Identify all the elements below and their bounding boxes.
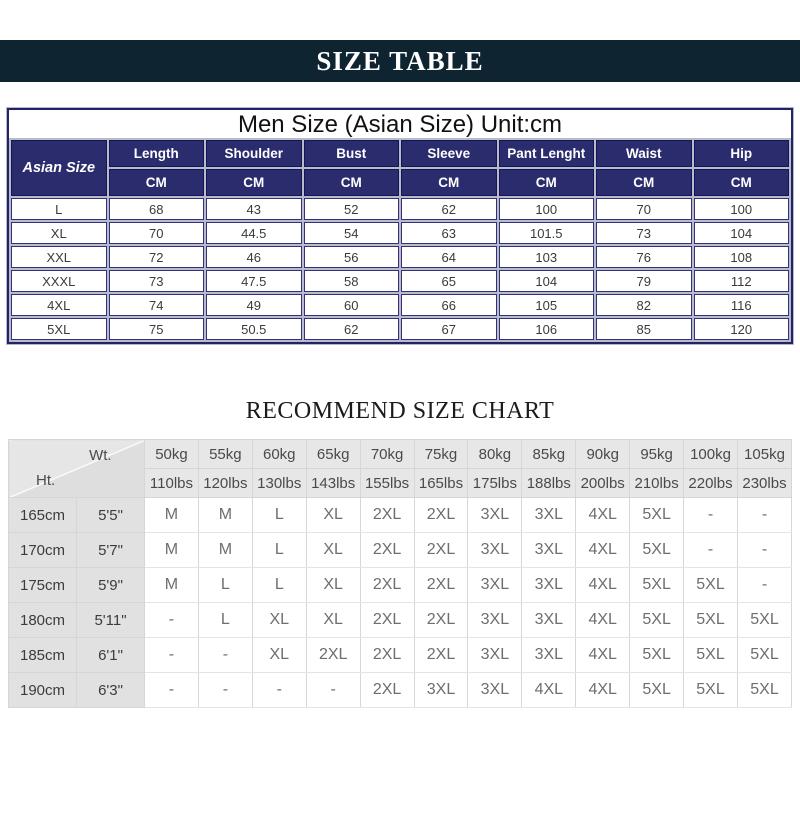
measurement-cell: 106 [499, 318, 595, 340]
size-label: XXL [11, 246, 107, 268]
height-cm-cell: 170cm [9, 533, 77, 568]
size-label: L [11, 198, 107, 220]
recommended-size-cell: L [198, 603, 252, 638]
unit-header-cm: CM [694, 169, 790, 196]
size-table-banner [0, 40, 800, 82]
recommended-size-cell: - [737, 568, 791, 603]
recommended-size-cell: 5XL [630, 533, 684, 568]
measurement-cell: 103 [499, 246, 595, 268]
recommended-size-cell: 4XL [576, 568, 630, 603]
measurement-cell: 66 [401, 294, 497, 316]
size-row-l [11, 198, 789, 220]
recommended-size-cell: 5XL [630, 498, 684, 533]
recommended-size-cell: 2XL [360, 673, 414, 708]
weight-header-kg: 90kg [576, 440, 630, 469]
recommended-size-cell: 5XL [630, 638, 684, 673]
recommended-size-cell: M [198, 533, 252, 568]
weight-header-lbs: 130lbs [252, 469, 306, 498]
weight-header-kg: 100kg [684, 440, 738, 469]
unit-header-cm: CM [596, 169, 692, 196]
recommended-size-cell: 3XL [468, 533, 522, 568]
recommended-size-cell: 3XL [468, 638, 522, 673]
measurement-cell: 50.5 [206, 318, 302, 340]
recommended-size-cell: 2XL [414, 498, 468, 533]
recommended-size-cell: 4XL [576, 673, 630, 708]
recommend-chart-title: RECOMMEND SIZE CHART [245, 398, 555, 424]
recommended-size-cell: - [306, 673, 360, 708]
recommended-size-cell: 2XL [360, 533, 414, 568]
men-size-table [7, 108, 793, 344]
recommended-size-cell: 3XL [468, 603, 522, 638]
recommended-size-cell: M [145, 568, 199, 603]
size-row-4xl [11, 294, 789, 316]
measurement-cell: 108 [694, 246, 790, 268]
weight-header-kg: 55kg [198, 440, 252, 469]
measurement-cell: 58 [304, 270, 400, 292]
measurement-cell: 67 [401, 318, 497, 340]
recommended-size-cell: L [252, 568, 306, 603]
weight-header-lbs: 220lbs [684, 469, 738, 498]
size-row-5xl [11, 318, 789, 340]
size-label: 4XL [11, 294, 107, 316]
recommended-size-cell: XL [306, 603, 360, 638]
measurement-cell: 70 [109, 222, 205, 244]
men-size-table-title: Men Size (Asian Size) Unit:cm [9, 110, 791, 138]
height-row-175 [9, 568, 792, 603]
recommended-size-cell: L [198, 568, 252, 603]
recommended-size-cell: L [252, 498, 306, 533]
recommended-size-cell: 5XL [684, 638, 738, 673]
measurement-cell: 49 [206, 294, 302, 316]
measurement-cell: 60 [304, 294, 400, 316]
weight-header-lbs: 120lbs [198, 469, 252, 498]
recommended-size-cell: 3XL [468, 498, 522, 533]
recommended-size-cell: 5XL [684, 568, 738, 603]
weight-header-lbs: 155lbs [360, 469, 414, 498]
recommended-size-cell: 2XL [360, 638, 414, 673]
column-header-shoulder: Shoulder [206, 140, 302, 167]
banner-title: SIZE TABLE [316, 46, 484, 76]
weight-header-kg: 105kg [737, 440, 791, 469]
measurement-cell: 112 [694, 270, 790, 292]
unit-header-row [11, 169, 789, 196]
measurement-cell: 73 [596, 222, 692, 244]
recommended-size-cell: 3XL [522, 603, 576, 638]
recommended-size-cell: 5XL [684, 673, 738, 708]
recommended-size-cell: - [684, 533, 738, 568]
height-row-180 [9, 603, 792, 638]
recommended-size-cell: 3XL [522, 638, 576, 673]
recommended-size-cell: 5XL [684, 603, 738, 638]
column-header-length: Length [109, 140, 205, 167]
measurement-cell: 65 [401, 270, 497, 292]
height-ft-cell: 5'9" [77, 568, 145, 603]
recommended-size-cell: - [145, 673, 199, 708]
weight-header-kg: 80kg [468, 440, 522, 469]
weight-axis-label: Wt. [89, 447, 112, 464]
recommended-size-cell: - [198, 673, 252, 708]
measurement-cell: 75 [109, 318, 205, 340]
weight-header-lbs: 210lbs [630, 469, 684, 498]
measurement-cell: 44.5 [206, 222, 302, 244]
measurement-cell: 56 [304, 246, 400, 268]
recommended-size-cell: 2XL [360, 568, 414, 603]
measurement-cell: 43 [206, 198, 302, 220]
measurement-cell: 116 [694, 294, 790, 316]
recommended-size-cell: 3XL [468, 568, 522, 603]
weight-header-kg: 50kg [145, 440, 199, 469]
weight-header-kg: 60kg [252, 440, 306, 469]
measurement-cell: 64 [401, 246, 497, 268]
measurement-cell: 120 [694, 318, 790, 340]
measurement-cell: 73 [109, 270, 205, 292]
measurement-cell: 62 [304, 318, 400, 340]
recommended-size-cell: M [198, 498, 252, 533]
recommended-size-cell: XL [306, 498, 360, 533]
recommended-size-cell: - [737, 533, 791, 568]
recommended-size-cell: 5XL [630, 673, 684, 708]
height-cm-cell: 185cm [9, 638, 77, 673]
measurement-cell: 101.5 [499, 222, 595, 244]
measurement-cell: 74 [109, 294, 205, 316]
measurement-cell: 82 [596, 294, 692, 316]
measurement-cell: 47.5 [206, 270, 302, 292]
weight-header-kg: 75kg [414, 440, 468, 469]
measurement-cell: 54 [304, 222, 400, 244]
recommended-size-cell: 2XL [414, 568, 468, 603]
recommended-size-cell: 5XL [737, 673, 791, 708]
recommended-size-cell: 3XL [468, 673, 522, 708]
asian-size-header: Asian Size [11, 140, 107, 196]
column-header-hip: Hip [694, 140, 790, 167]
weight-header-kg: 65kg [306, 440, 360, 469]
height-cm-cell: 180cm [9, 603, 77, 638]
height-ft-cell: 5'7" [77, 533, 145, 568]
height-ft-cell: 6'3" [77, 673, 145, 708]
recommended-size-cell: 5XL [737, 638, 791, 673]
size-label: XL [11, 222, 107, 244]
recommended-size-cell: 4XL [576, 603, 630, 638]
unit-header-cm: CM [206, 169, 302, 196]
measure-header-row [11, 140, 789, 167]
measurement-cell: 68 [109, 198, 205, 220]
size-label: 5XL [11, 318, 107, 340]
measurement-cell: 105 [499, 294, 595, 316]
measurement-cell: 72 [109, 246, 205, 268]
size-row-xl [11, 222, 789, 244]
weight-header-lbs: 165lbs [414, 469, 468, 498]
height-row-185 [9, 638, 792, 673]
size-row-xxxl [11, 270, 789, 292]
height-ft-cell: 5'5" [77, 498, 145, 533]
column-header-bust: Bust [304, 140, 400, 167]
unit-header-cm: CM [304, 169, 400, 196]
weight-header-lbs: 143lbs [306, 469, 360, 498]
recommended-size-cell: 4XL [576, 498, 630, 533]
measurement-cell: 104 [499, 270, 595, 292]
measurement-cell: 100 [499, 198, 595, 220]
recommend-size-table [8, 439, 792, 708]
recommended-size-cell: - [737, 498, 791, 533]
recommended-size-cell: 4XL [522, 673, 576, 708]
weight-header-kg: 85kg [522, 440, 576, 469]
height-cm-cell: 165cm [9, 498, 77, 533]
height-row-170 [9, 533, 792, 568]
recommended-size-cell: L [252, 533, 306, 568]
recommended-size-cell: 3XL [414, 673, 468, 708]
recommended-size-cell: XL [306, 533, 360, 568]
measurement-cell: 63 [401, 222, 497, 244]
weight-header-lbs: 200lbs [576, 469, 630, 498]
recommended-size-cell: XL [306, 568, 360, 603]
measurement-cell: 100 [694, 198, 790, 220]
unit-header-cm: CM [401, 169, 497, 196]
recommended-size-cell: - [145, 638, 199, 673]
weight-header-kg: 70kg [360, 440, 414, 469]
recommended-size-cell: M [145, 533, 199, 568]
height-row-165 [9, 498, 792, 533]
weight-kg-header-row [9, 440, 792, 469]
weight-header-lbs: 188lbs [522, 469, 576, 498]
weight-header-kg: 95kg [630, 440, 684, 469]
recommended-size-cell: 2XL [306, 638, 360, 673]
recommended-size-cell: - [252, 673, 306, 708]
measurement-cell: 62 [401, 198, 497, 220]
unit-header-cm: CM [499, 169, 595, 196]
recommended-size-cell: 2XL [360, 603, 414, 638]
measurement-cell: 104 [694, 222, 790, 244]
column-header-waist: Waist [596, 140, 692, 167]
height-cm-cell: 190cm [9, 673, 77, 708]
height-cm-cell: 175cm [9, 568, 77, 603]
height-row-190 [9, 673, 792, 708]
weight-header-lbs: 175lbs [468, 469, 522, 498]
height-ft-cell: 5'11" [77, 603, 145, 638]
recommended-size-cell: 2XL [414, 638, 468, 673]
recommended-size-cell: 3XL [522, 533, 576, 568]
recommended-size-cell: 2XL [414, 533, 468, 568]
recommended-size-cell: 2XL [414, 603, 468, 638]
men-size-table-grid [9, 138, 791, 342]
recommended-size-cell: 3XL [522, 568, 576, 603]
recommended-size-cell: 5XL [630, 603, 684, 638]
column-header-sleeve: Sleeve [401, 140, 497, 167]
recommended-size-cell: 4XL [576, 533, 630, 568]
recommended-size-cell: - [198, 638, 252, 673]
recommended-size-cell: 5XL [737, 603, 791, 638]
measurement-cell: 46 [206, 246, 302, 268]
recommended-size-cell: 4XL [576, 638, 630, 673]
recommended-size-cell: 3XL [522, 498, 576, 533]
measurement-cell: 70 [596, 198, 692, 220]
ht-wt-corner-cell [9, 440, 145, 498]
recommended-size-cell: - [684, 498, 738, 533]
recommended-size-cell: M [145, 498, 199, 533]
measurement-cell: 52 [304, 198, 400, 220]
recommended-size-cell: - [145, 603, 199, 638]
recommended-size-cell: XL [252, 603, 306, 638]
weight-header-lbs: 230lbs [737, 469, 791, 498]
recommended-size-cell: 5XL [630, 568, 684, 603]
measurement-cell: 79 [596, 270, 692, 292]
measurement-cell: 85 [596, 318, 692, 340]
height-ft-cell: 6'1" [77, 638, 145, 673]
weight-header-lbs: 110lbs [145, 469, 199, 498]
unit-header-cm: CM [109, 169, 205, 196]
measurement-cell: 76 [596, 246, 692, 268]
recommended-size-cell: 2XL [360, 498, 414, 533]
column-header-pant-length: Pant Lenght [499, 140, 595, 167]
size-label: XXXL [11, 270, 107, 292]
size-row-xxl [11, 246, 789, 268]
recommended-size-cell: XL [252, 638, 306, 673]
height-axis-label: Ht. [36, 472, 56, 489]
